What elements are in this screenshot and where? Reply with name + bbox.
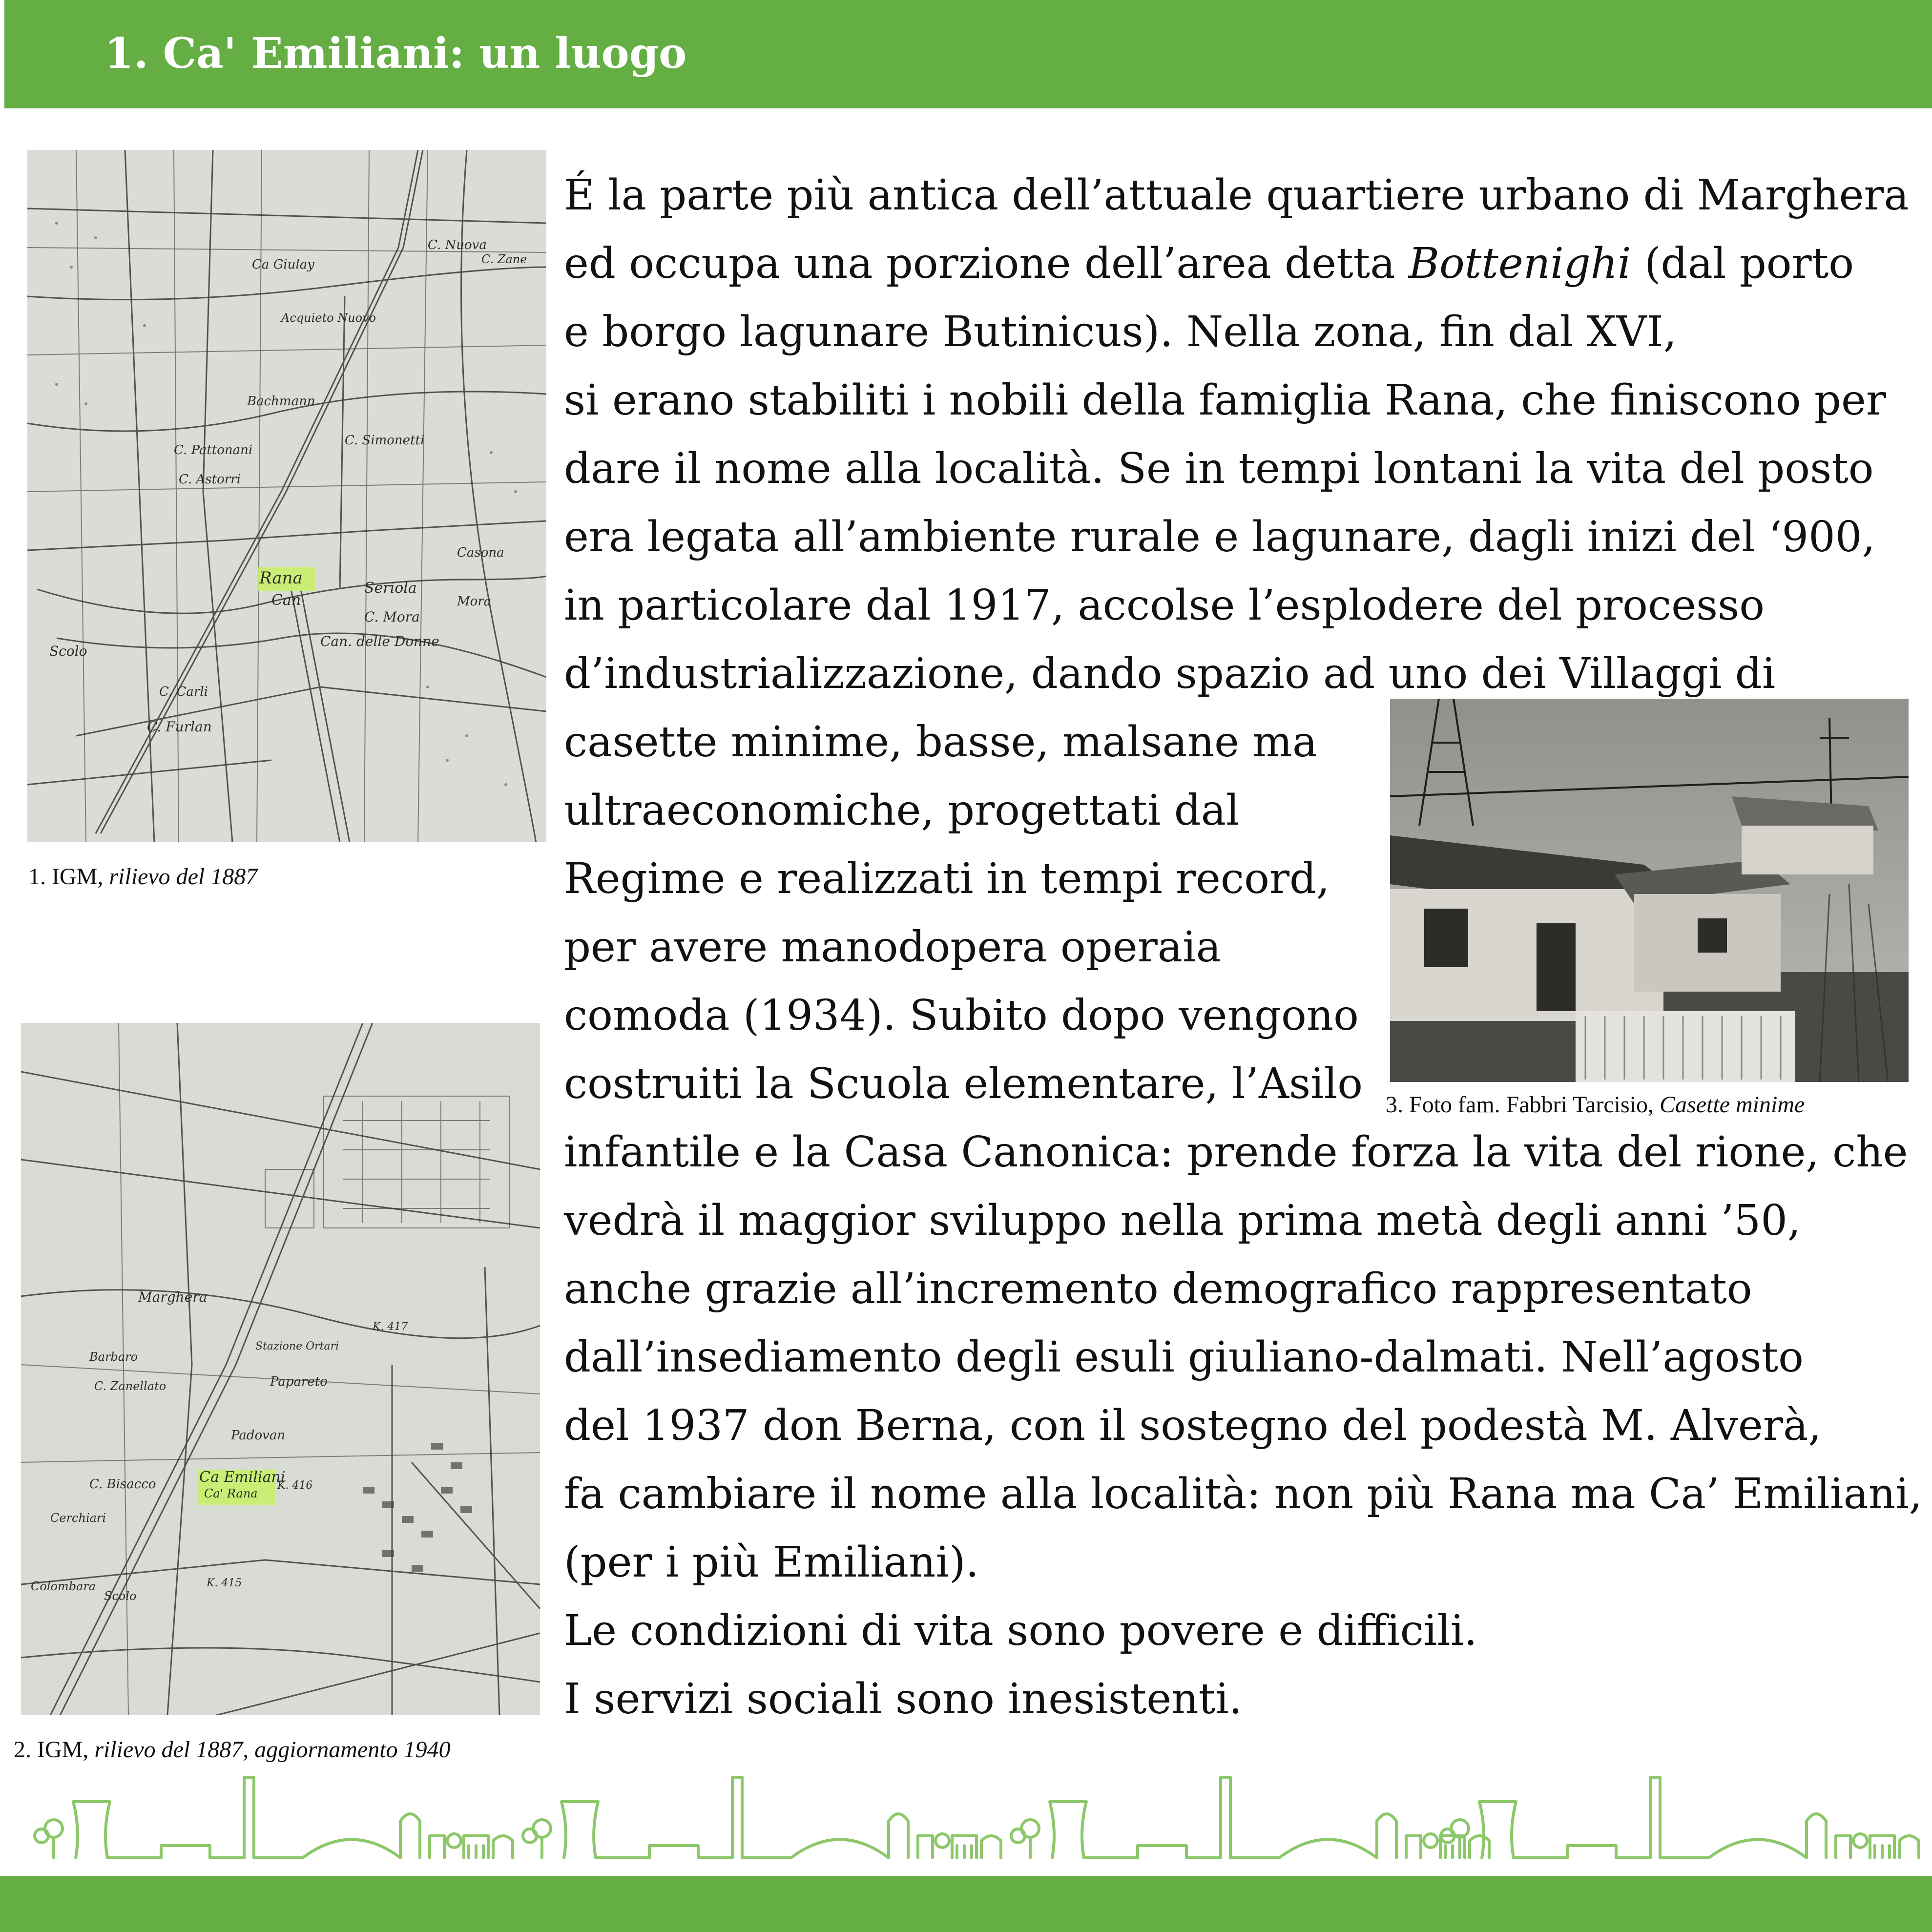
map2-label-barbaro: Barbaro [89,1350,138,1364]
body-line-22: Le condizioni di vita sono povere e difficili. [564,1606,1477,1655]
body-line-2 [564,229,1854,298]
figure-3-caption-italic: Casette minime [1660,1092,1805,1118]
figure-2-number: 2. IGM, [14,1737,89,1763]
map2-label-k416: K. 416 [277,1479,313,1492]
map2-label-cerchiari: Cerchiari [50,1511,106,1525]
map1-label-giulay: Ca Giulay [252,257,314,272]
map2-label-k415: K. 415 [207,1577,242,1589]
map-igm-1887-drawing [27,150,546,842]
map1-label-can-donne: Can. delle Donne [320,633,439,649]
figure-1-number: 1. IGM, [28,864,104,890]
page-title: 1. Ca' Emiliani: un luogo [104,29,687,78]
map2-label-k417: K. 417 [373,1321,408,1333]
map2-label-papareto: Papareto [270,1374,328,1389]
body-line-20: fa cambiare il nome alla località: non più Rana ma Ca’ Emiliani, [564,1470,1923,1518]
map-igm-1940-drawing [21,1023,540,1715]
body-line-8: d’industrializzazione, dando spazio ad uno dei Villaggi di [564,649,1776,698]
body-line-12: per avere manodopera operaia [564,923,1221,972]
map2-label-ca-emiliani: Ca Emiliani [199,1469,286,1486]
map2-label-marghera: Marghera [138,1289,208,1305]
map1-label-can: Can [271,592,301,609]
body-line-15: infantile e la Casa Canonica: prende forza la vita del rione, che [564,1128,1908,1177]
body-line-5: dare il nome alla località. Se in tempi lontani la vita del posto [564,444,1874,493]
map1-label-zane: C. Zane [481,252,527,266]
map2-label-zanellato: C. Zanellato [94,1379,166,1393]
body-line-17: anche grazie all’incremento demografico rappresentato [564,1265,1752,1313]
map1-label-mora2: Mora [457,594,492,609]
map-igm-1887 [27,150,546,842]
header-bar [4,0,1932,108]
figure-1-caption [28,863,257,890]
map1-label-simonetti: C. Simonetti [345,433,425,448]
figure-2-caption-italic: rilievo del 1887, aggiornamento 1940 [94,1737,451,1763]
map1-label-seriola: Seriola [364,580,417,597]
body-line-13: comoda (1934). Subito dopo vengono [564,991,1359,1040]
map1-label-rana: Rana [259,568,303,588]
body-line-16: vedrà il maggior sviluppo nella prima metà degli anni ’50, [564,1196,1801,1245]
body-line-6: era legata all’ambiente rurale e lagunare, dagli inizi del ‘900, [564,513,1875,561]
figure-3-caption [1386,1091,1805,1118]
map1-label-astorri: C. Astorri [179,472,241,487]
map1-label-nuova: C. Nuova [428,238,487,252]
figure-3-number: 3. Foto fam. Fabbri Tarcisio, [1386,1092,1654,1118]
map1-label-acquieto: Acquieto Nuovo [281,311,376,325]
figure-1-caption-italic: rilievo del 1887 [109,864,258,890]
photo-casette-minime-drawing [1390,699,1909,1082]
footer-bar [0,1876,1932,1932]
map1-label-bachmann: Bachmann [247,394,315,409]
map1-label-casona: Casona [457,545,504,560]
body-line-14: costruiti la Scuola elementare, l’Asilo [564,1059,1363,1108]
body-line-3: e borgo lagunare Butinicus). Nella zona, fin dal XVI, [564,308,1677,356]
map-igm-1940 [21,1023,540,1715]
map2-label-bisacco: C. Bisacco [89,1477,156,1492]
map2-label-padovan: Padovan [231,1428,286,1443]
map1-label-mora: C. Mora [364,609,420,625]
body-line-10: ultraeconomiche, progettati dal [564,786,1240,835]
body-line-2-start: ed occupa una porzione dell’area detta [564,239,1409,288]
map1-label-pattonani: C. Pattonani [174,443,253,457]
body-line-18: dall’insediamento degli esuli giuliano-dalmati. Nell’agosto [564,1333,1804,1382]
body-line-2-end: (dal porto [1631,239,1854,288]
body-line-7: in particolare dal 1917, accolse l’esplodere del processo [564,581,1765,630]
map1-label-scolo: Scolo [49,643,87,659]
map2-label-stazione: Stazione Ortari [255,1340,339,1352]
body-line-4: si erano stabiliti i nobili della famiglia Rana, che finiscono per [564,376,1886,425]
map1-label-carli: C. Carli [159,685,208,699]
map2-label-colombara: Colombara [31,1579,96,1593]
map2-label-ca-rana: Ca' Rana [204,1487,258,1500]
body-line-9: casette minime, basse, malsane ma [564,718,1318,767]
body-line-23: I servizi sociali sono inesistenti. [564,1675,1243,1724]
map1-label-furlan: C. Furlan [147,719,212,735]
map2-label-scolo: Scolo [104,1589,137,1603]
body-line-21: (per i più Emiliani). [564,1538,979,1587]
body-line-19: del 1937 don Berna, con il sostegno del podestà M. Alverà, [564,1401,1822,1450]
figure-2-caption [14,1736,451,1763]
photo-casette-minime [1390,699,1909,1082]
body-line-1: É la parte più antica dell’attuale quartiere urbano di Marghera [564,171,1909,220]
body-line-11: Regime e realizzati in tempi record, [564,854,1330,903]
skyline-decoration [0,1767,1932,1865]
body-line-2-bottenighi: Bottenighi [1408,239,1631,288]
